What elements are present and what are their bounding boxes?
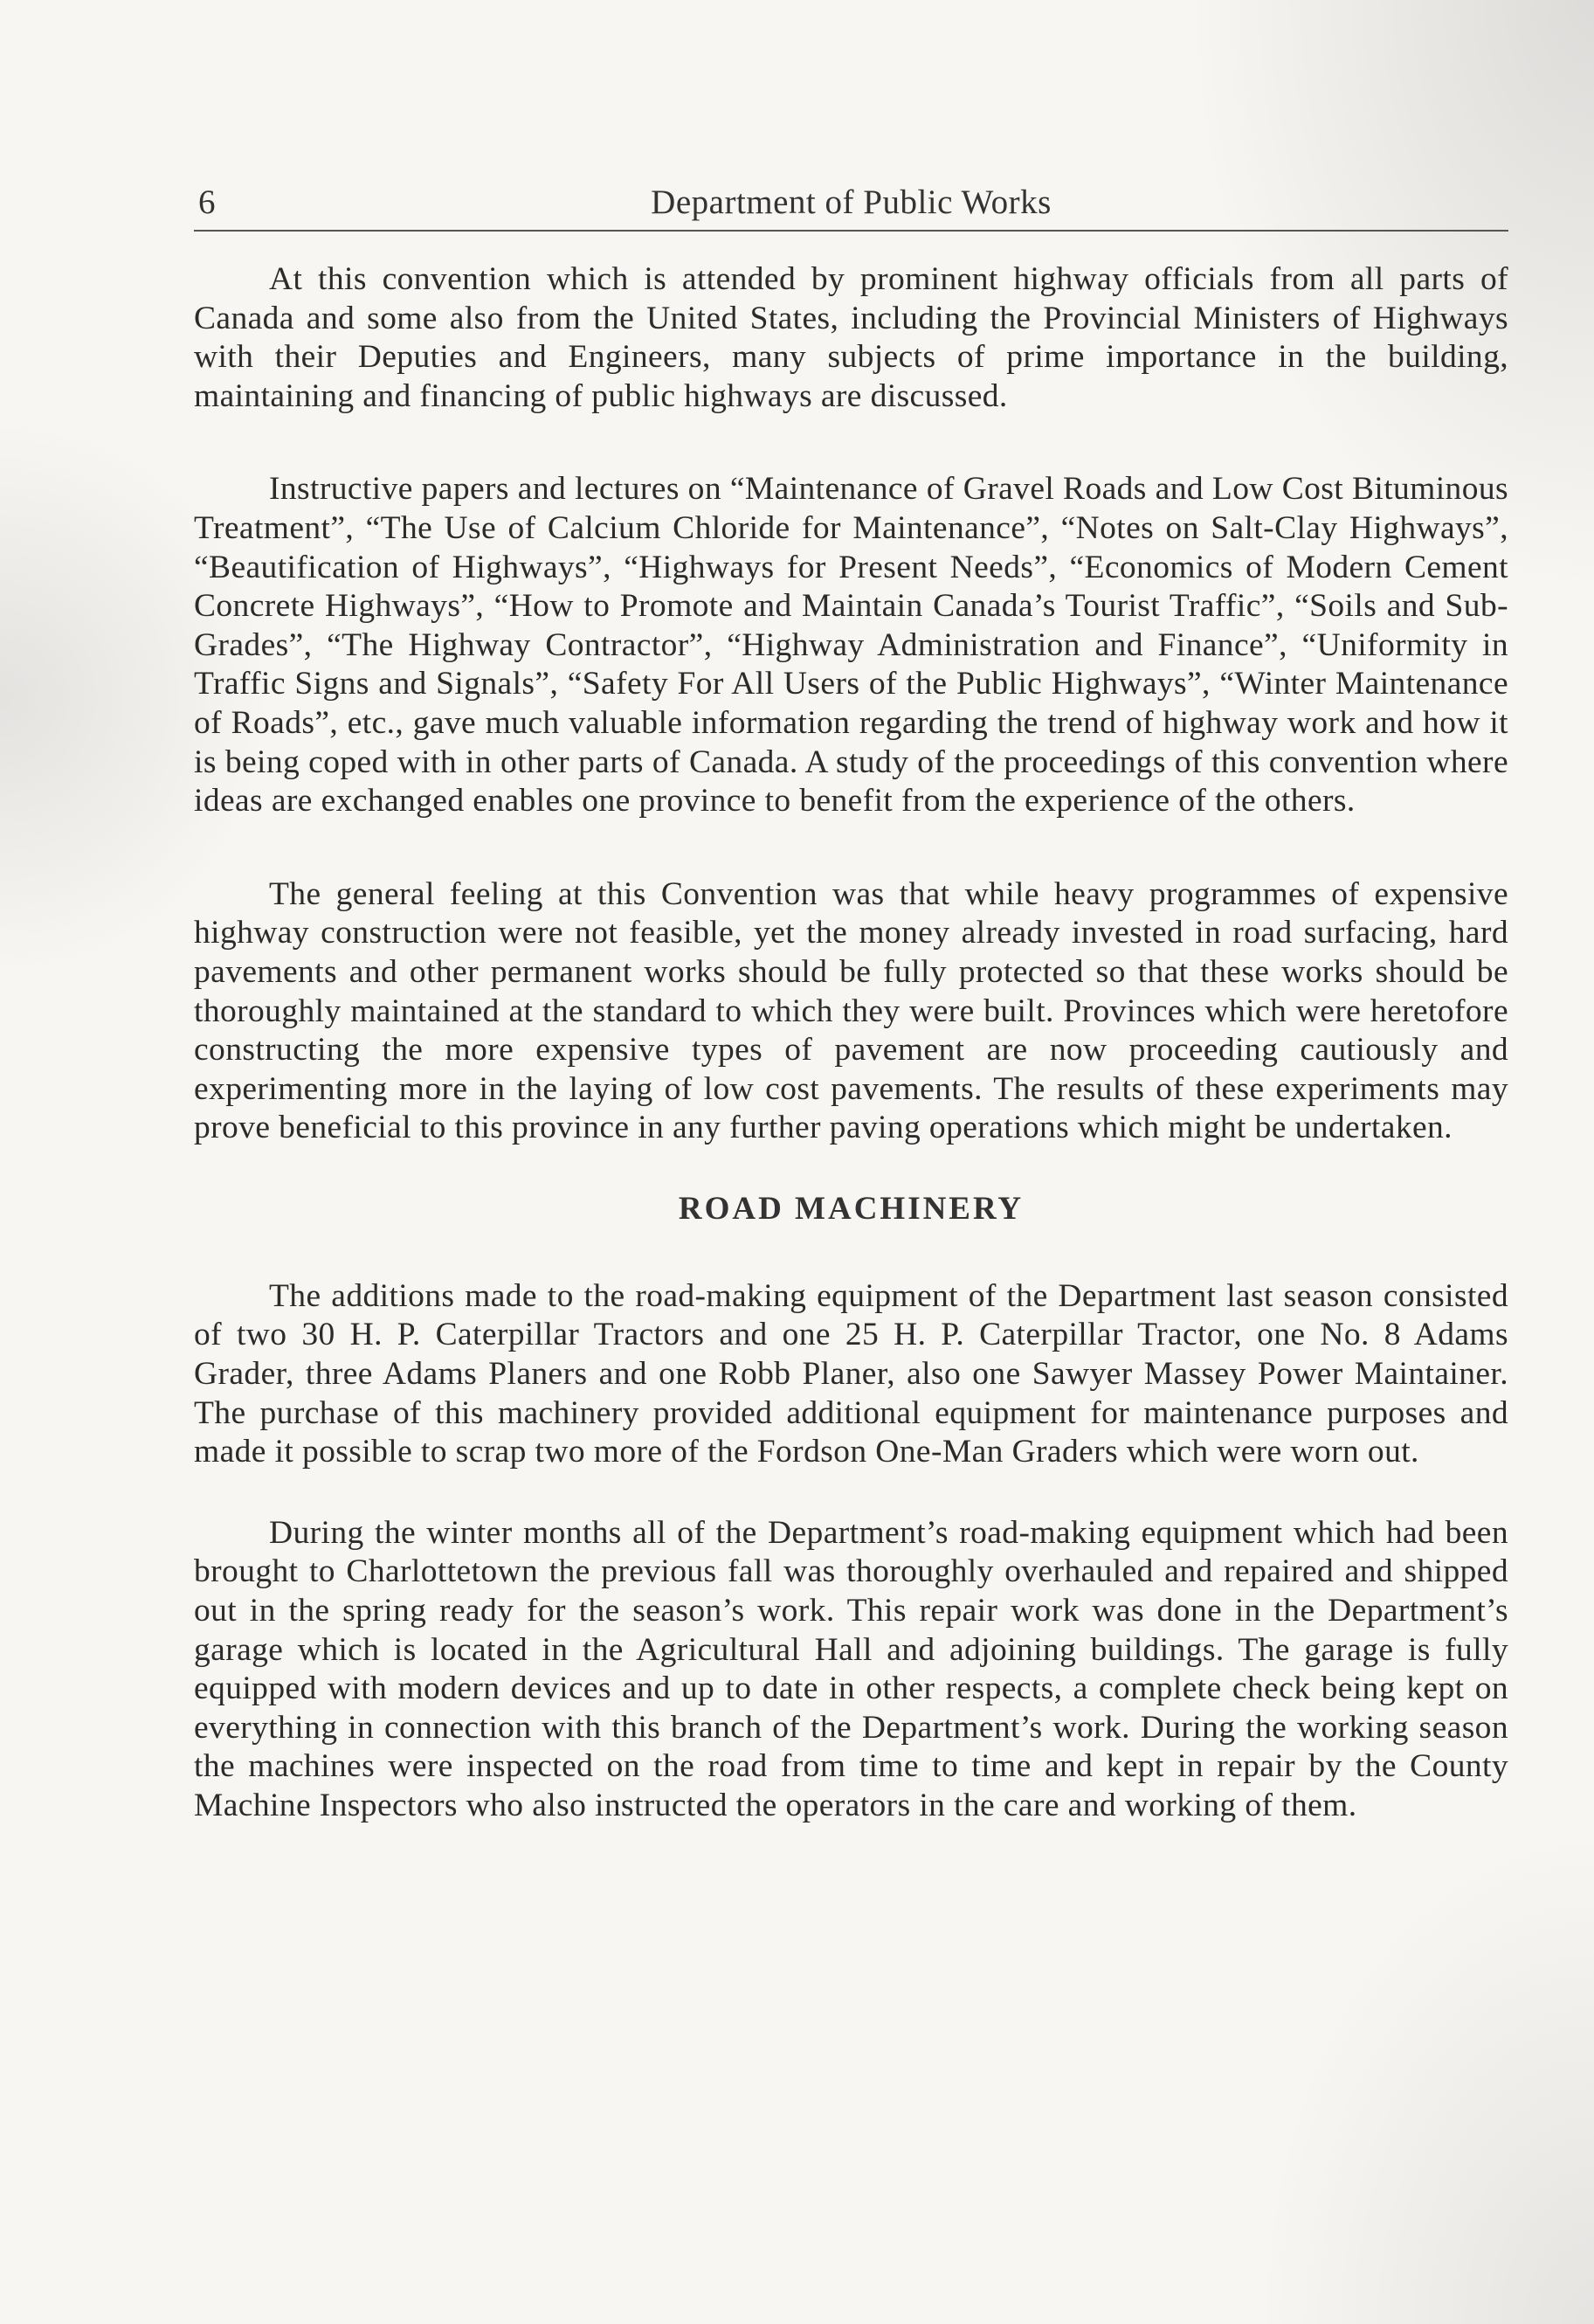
paragraph-papers-lectures: Instructive papers and lectures on “Maintenance of Gravel Roads and Low Cost Bituminous Treatment”, “The Use of Calcium Chloride for Maintenance”, “Notes on Salt-Clay Highways”, “Beautification of Highways”, “Highways for Present Needs”, “Economics of Modern Cement Concrete Highways”, “How to Promote and Maintain Canada’s Tourist Traffic”, “Soils and Sub-Grades”, “The Highway Contractor”, “Highway Administration and Finance”, “Uniformity in Traffic Signs and Signals”, “Safety For All Users of the Public Highways”, “Winter Maintenance of Roads”, etc., gave much valuable information regarding the trend of highway work and how it is being coped with in other parts of Canada. A study of the proceedings of this convention where ideas are exchanged enables one province to benefit from the experience of the others. [194,471,1508,820]
paragraph-equipment-additions: The additions made to the road-making equipment of the Department last season consisted of two 30 H. P. Caterpillar Tractors and one 25 H. P. Caterpillar Tractor, one No. 8 Adams Grader, three Adams Planers and one Robb Planer, also one Sawyer Massey Power Maintainer. The purchase of this machinery provided additional equipment for maintenance purposes and made it possible to scrap two more of the Fordson One-Man Graders which were worn out. [194,1277,1508,1470]
body-text [194,260,1508,1826]
section-heading-road-machinery: ROAD MACHINERY [678,1190,1025,1227]
paragraph-convention-intro: At this convention which is attended by prominent highway officials from all parts of Canada and some also from the United States, including the Provincial Ministers of Highways with their Deputies and Engineers, many subjects of prime importance in the building, maintaining and financing of public highways are discussed. [194,261,1508,414]
paragraph-general-feeling: The general feeling at this Convention was that while heavy programmes of expensive highway construction were not feasible, yet the money already invested in road surfacing, hard pavements and other permanent works should be fully protected so that these works should be thoroughly maintained at the standard to which they were built. Provinces which were heretofore constructing the more expensive types of pavement are now proceeding cautiously and experimenting more in the laying of low cost pavements. The results of these experiments may prove beneficial to this province in any further paving operations which might be undertaken. [194,875,1508,1146]
running-head-title: Department of Public Works [651,183,1052,221]
page-header [194,179,1508,232]
paragraph-winter-repairs: During the winter months all of the Department’s road-making equipment which had been brought to Charlottetown the previous fall was thoroughly overhauled and repaired and shipped out in the spring ready for the season’s work. This repair work was done in the Department’s garage which is located in the Agricultural Hall and adjoining buildings. The garage is fully equipped with modern devices and up to date in other respects, a complete check being kept on everything in connection with this branch of the Department’s work. During the working season the machines were inspected on the road from time to time and kept in repair by the County Machine Inspectors who also instructed the operators in the care and working of them. [194,1514,1508,1823]
page-number: 6 [198,183,216,221]
